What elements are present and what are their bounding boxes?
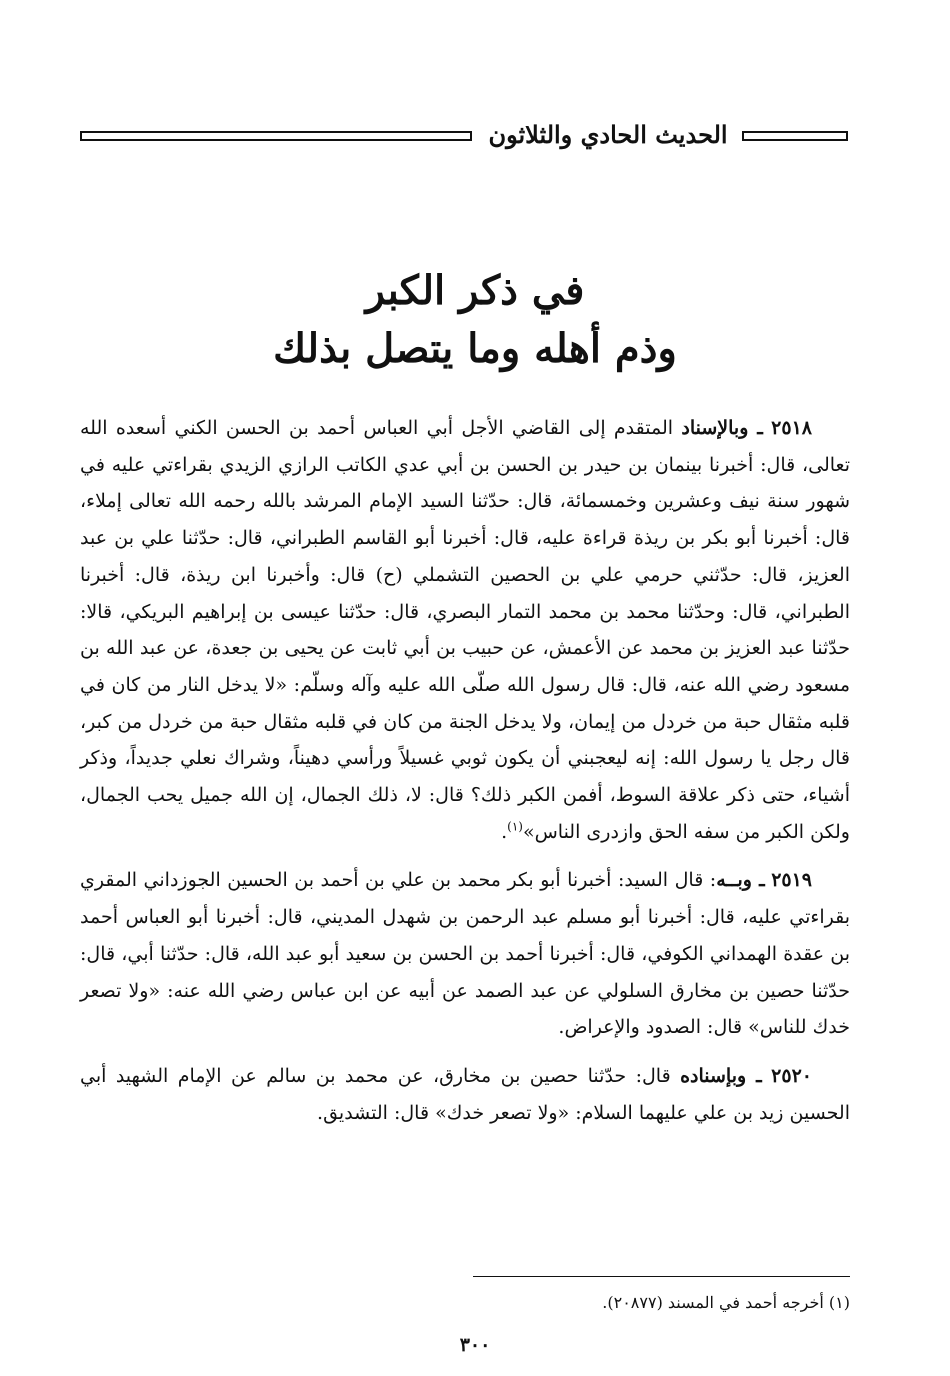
hadith-number: ٢٥١٨	[771, 417, 812, 439]
hadith-paragraph-2518	[80, 410, 850, 850]
hadith-number: ٢٥١٩	[771, 869, 813, 892]
chapter-title-line-2: وذم أهله وما يتصل بذلك	[273, 325, 677, 372]
hadith-number: ٢٥٢٠	[771, 1064, 812, 1087]
body-text	[80, 410, 850, 1143]
hadith-paragraph-2519	[80, 862, 850, 1046]
running-header-title: الحديث الحادي والثلاثون	[488, 120, 728, 149]
hadith-lead: ـ وبــه	[716, 869, 765, 892]
hadith-lead: ـ وبإسناده	[680, 1064, 762, 1087]
hadith-text: المتقدم إلى القاضي الأجل أبي العباس أحمد بن الحسن الكني أسعده الله تعالى، قال: أخبرنا بينمان بن حيدر بن الحسن بن أبي عدي الكاتب الرازي الزيدي بقراءتي عليه في شهور سنة نيف وعشرين وخمسمائة، قال: حدّثنا السيد الإمام المرشد بالله رحمه الله تعالى إملاء، قال: أخبرنا أبو بكر بن ريذة قراءة عليه، قال: أخبرنا أبو القاسم الطبراني، قال: حدّثنا علي بن عبد العزيز، قال: حدّثني حرمي علي بن الحصين التشملي (ح) قال: وأخبرنا ابن ريذة، قال: أخبرنا الطبراني، قال: وحدّثنا محمد بن محمد التمار البصري، قال: حدّثنا عيسى بن إبراهيم البريكي، قالا: حدّثنا عبد العزيز بن محمد عن الأعمش، عن حبيب بن أبي ثابت عن يحيى بن جعدة، عن عبد الله بن مسعود رضي الله عنه، قال: قال رسول الله صلّى الله عليه وآله وسلّم: «لا يدخل النار من كان في قلبه مثقال حبة من خردل من إيمان، ولا يدخل الجنة من كان في قلبه مثقال حبة من خردل من كبر، قال رجل يا رسول الله: إنه ليعجبني أن يكون ثوبي غسيلاً ورأسي دهيناً، وشراك نعلي جديداً، وذكر أشياء، حتى ذكر علاقة السوط، أفمن الكبر ذلك؟ قال: لا، ذلك الجمال، إن الله جميل يحب الجمال، ولكن الكبر من سفه الحق وازدرى الناس»	[80, 417, 850, 843]
hadith-paragraph-2520	[80, 1058, 850, 1131]
header-ornament-bar-left	[80, 131, 472, 141]
hadith-text: : قال السيد: أخبرنا أبو بكر محمد بن علي بن أحمد بن الحسين الجوزداني المقري بقراءتي عليه، قال: أخبرنا أبو مسلم عبد الرحمن بن شهدل المديني، قال: أخبرنا أبو العباس أحمد بن عقدة الهمداني الكوفي، قال: أخبرنا أحمد بن الحسن بن سعيد أبو عبد الله، قال: حدّثنا أبي، قال: حدّثنا حصين بن مخارق السلولي عن عبد الصمد عن أبيه عن ابن عباس رضي الله عنه: «ولا تصعر خدك للناس» قال: الصدود والإعراض.	[80, 869, 850, 1039]
page-number: ٣٠٠	[459, 1334, 491, 1356]
chapter-heading	[150, 262, 800, 378]
hadith-lead: ـ وبالإسناد	[681, 417, 763, 439]
footnote-reference: (١)	[507, 819, 523, 834]
header-ornament-bar-right	[742, 131, 848, 141]
footnote-1: (١) أخرجه أحمد في المسند (٢٠٨٧٧).	[602, 1293, 850, 1312]
footnote-separator	[473, 1276, 850, 1277]
hadith-tail: .	[501, 820, 508, 843]
chapter-title-line-1: في ذكر الكبر	[365, 267, 585, 314]
hadith-text: قال: حدّثنا حصين بن مخارق، عن محمد بن سالم عن الإمام الشهيد أبي الحسين زيد بن علي عليهما السلام: «ولا تصعر خدك» قال: التشديق.	[80, 1064, 850, 1124]
